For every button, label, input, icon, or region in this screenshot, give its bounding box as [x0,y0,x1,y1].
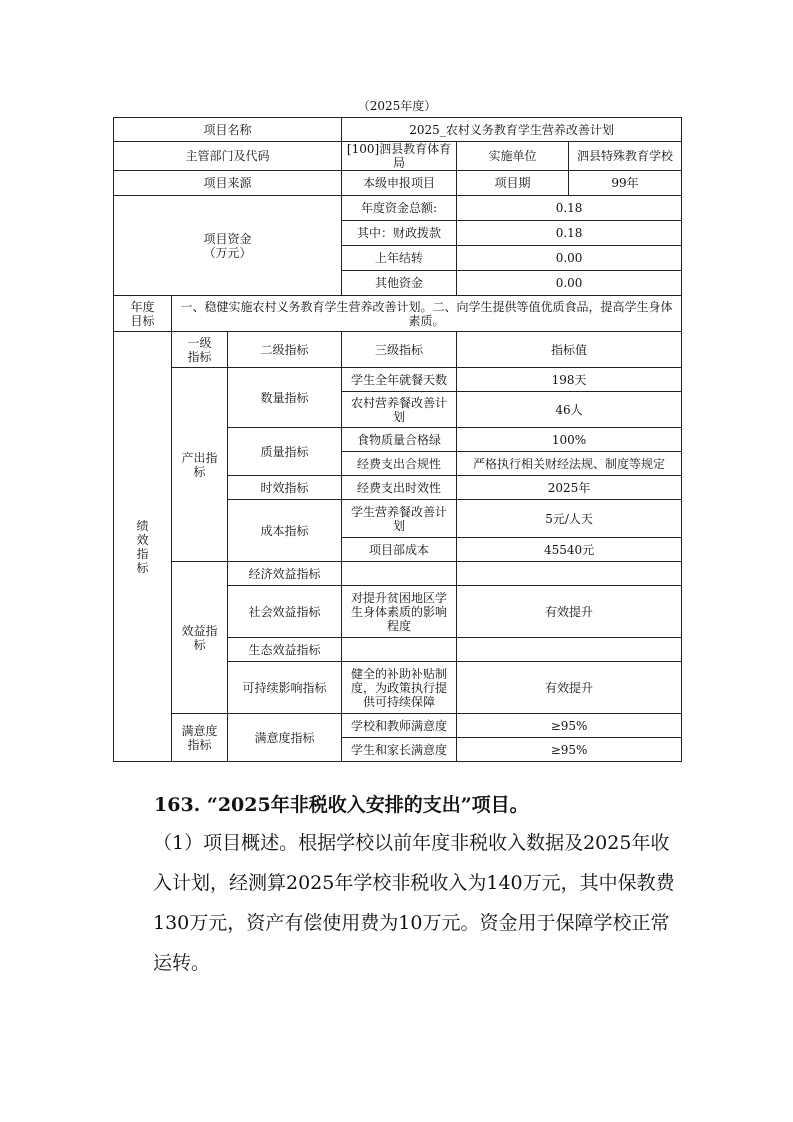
funds-label-line2: （万元） [203,245,252,260]
paragraph-text: （1）项目概述。根据学校以前年度非税收入数据及2025年收入计划，经测算2025年学校非税收入为140万元，其中保教费130万元，资产有偿使用费为10万元。资金用于保障学校正常运转。 [153,832,675,974]
period-value: 99年 [569,171,682,196]
funds-label-line1: 项目资金 [203,231,252,246]
carryover-value: 0.00 [457,246,682,271]
table-cell: 对提升贫困地区学 生身体素质的影响 程度 [342,586,457,638]
eco-indicator-label: 生态效益指标 [228,638,342,662]
table-cell: 经费支出时效性 [342,476,457,500]
goal-label-line2: 目标 [130,313,155,328]
impl-value: 泗县特殊教育学校 [569,142,682,171]
table-cell: 100% [457,428,682,452]
perf-indicator-label: 绩 效 指 标 [114,332,172,762]
table-cell: ≥95% [457,738,682,762]
table-cell: 有效提升 [457,586,682,638]
dept-label: 主管部门及代码 [114,142,342,171]
goal-label [114,296,172,332]
goal-label-line1: 年度 [130,299,155,314]
other-label: 其他资金 [342,271,457,296]
project-name-value: 2025_农村义务教育学生营养改善计划 [342,118,682,142]
header-level1: 一级 指标 [172,332,228,368]
goal-text: 一、稳健实施农村义务教育学生营养改善计划。二、向学生提供等值优质食品，提高学生身体素质。 [172,296,682,332]
funds-label [114,196,342,296]
body-paragraph [113,823,688,983]
project-name-label: 项目名称 [114,118,342,142]
source-value: 本级申报项目 [342,171,457,196]
quality-indicator-label: 质量指标 [228,428,342,476]
table-cell: 严格执行相关财经法规、制度等规定 [457,452,682,476]
econ-indicator-label: 经济效益指标 [228,562,342,586]
table-cell: 学生和家长满意度 [342,738,457,762]
table-cell: ≥95% [457,714,682,738]
header-level2: 二级指标 [228,332,342,368]
output-indicator-label: 产出指 标 [172,368,228,562]
table-cell: 健全的补助补贴制 度，为政策执行提 供可持续保障 [342,662,457,714]
table-cell: 学校和教师满意度 [342,714,457,738]
table-cell: 2025年 [457,476,682,500]
table-cell: 农村营养餐改善计 划 [342,392,457,428]
cost-indicator-label: 成本指标 [228,500,342,562]
table-cell [457,638,682,662]
carryover-label: 上年结转 [342,246,457,271]
table-cell: 198天 [457,368,682,392]
section-heading: 163. “2025年非税收入安排的支出”项目。 [154,794,529,816]
time-indicator-label: 时效指标 [228,476,342,500]
quantity-indicator-label: 数量指标 [228,368,342,428]
year-caption: （2025年度） [357,99,437,113]
source-label: 项目来源 [114,171,342,196]
sustain-indicator-label: 可持续影响指标 [228,662,342,714]
fiscal-label: 其中：财政拨款 [342,221,457,246]
table-cell: 项目部成本 [342,538,457,562]
other-value: 0.00 [457,271,682,296]
table-cell: 5元/人天 [457,500,682,538]
table-cell: 学生营养餐改善计 划 [342,500,457,538]
table-cell: 46人 [457,392,682,428]
table-cell: 学生全年就餐天数 [342,368,457,392]
header-value: 指标值 [457,332,682,368]
table-cell: 经费支出合规性 [342,452,457,476]
table-cell [457,562,682,586]
period-label: 项目期 [457,171,569,196]
table-cell: 有效提升 [457,662,682,714]
benefit-indicator-label: 效益指 标 [172,562,228,714]
dept-value: [100]泗县教育体育局 [342,142,457,171]
table-cell: 45540元 [457,538,682,562]
annual-total-value: 0.18 [457,196,682,221]
satisfaction-l1-label: 满意度 指标 [172,714,228,762]
performance-table [113,117,682,762]
social-indicator-label: 社会效益指标 [228,586,342,638]
impl-label: 实施单位 [457,142,569,171]
satisfaction-l2-label: 满意度指标 [228,714,342,762]
table-cell [342,638,457,662]
table-cell [342,562,457,586]
header-level3: 三级指标 [342,332,457,368]
fiscal-value: 0.18 [457,221,682,246]
table-cell: 食物质量合格绿 [342,428,457,452]
annual-total-label: 年度资金总额: [342,196,457,221]
